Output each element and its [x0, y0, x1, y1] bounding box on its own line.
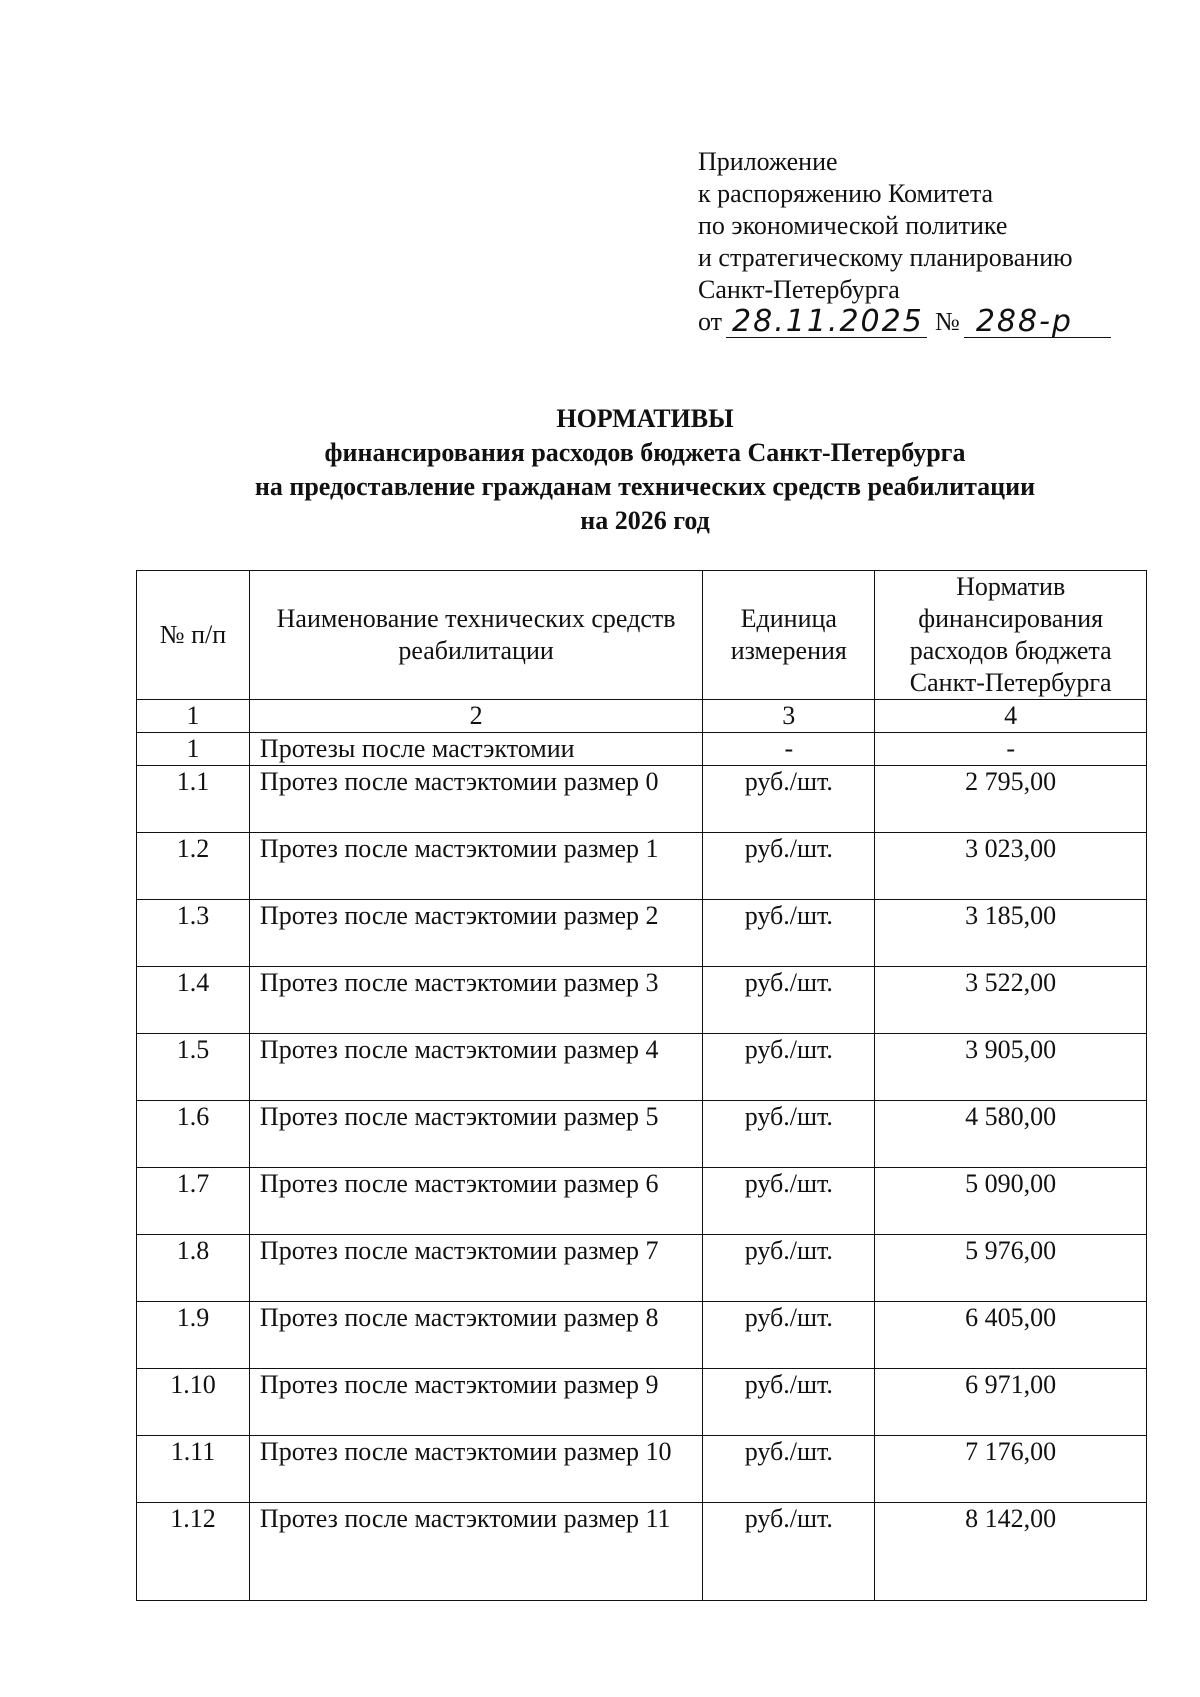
row-unit: руб./шт. — [703, 900, 875, 967]
row-name: Протез после мастэктомии размер 6 — [249, 1168, 702, 1235]
appendix-line: и стратегическому планированию — [698, 243, 1073, 272]
row-unit: руб./шт. — [703, 1101, 875, 1168]
date-prefix: от — [698, 307, 723, 336]
number-sign: № — [935, 307, 960, 336]
row-no: 1.9 — [137, 1302, 250, 1369]
title-line-1: НОРМАТИВЫ — [556, 404, 734, 433]
row-no: 1.6 — [137, 1101, 250, 1168]
handwritten-number: 288-р — [964, 307, 1111, 338]
row-unit: руб./шт. — [703, 1302, 875, 1369]
row-unit: руб./шт. — [703, 1436, 875, 1503]
row-unit: руб./шт. — [703, 1168, 875, 1235]
row-value: 3 023,00 — [875, 833, 1147, 900]
row-name: Протез после мастэктомии размер 11 — [249, 1503, 702, 1601]
row-unit: руб./шт. — [703, 1235, 875, 1302]
table-row — [137, 1235, 1147, 1302]
row-unit: руб./шт. — [703, 766, 875, 833]
column-number-row — [137, 700, 1147, 733]
table-row — [137, 766, 1147, 833]
table-row — [137, 1503, 1147, 1601]
group-no: 1 — [137, 733, 250, 766]
row-name: Протез после мастэктомии размер 10 — [249, 1436, 702, 1503]
table-row — [137, 967, 1147, 1034]
row-value: 4 580,00 — [875, 1101, 1147, 1168]
appendix-line: по экономической политике — [698, 211, 1008, 240]
row-no: 1.1 — [137, 766, 250, 833]
table-row — [137, 1436, 1147, 1503]
table-row — [137, 1302, 1147, 1369]
row-no: 1.11 — [137, 1436, 250, 1503]
document-title — [0, 402, 1200, 538]
row-name: Протез после мастэктомии размер 8 — [249, 1302, 702, 1369]
table-row — [137, 1168, 1147, 1235]
column-number: 3 — [703, 700, 875, 733]
row-value: 2 795,00 — [875, 766, 1147, 833]
row-no: 1.2 — [137, 833, 250, 900]
row-no: 1.8 — [137, 1235, 250, 1302]
row-name: Протез после мастэктомии размер 7 — [249, 1235, 702, 1302]
row-no: 1.4 — [137, 967, 250, 1034]
table-row — [137, 1369, 1147, 1436]
row-name: Протез после мастэктомии размер 4 — [249, 1034, 702, 1101]
row-name: Протез после мастэктомии размер 9 — [249, 1369, 702, 1436]
title-line-4: на 2026 год — [580, 506, 710, 535]
row-value: 5 976,00 — [875, 1235, 1147, 1302]
group-name: Протезы после мастэктомии — [249, 733, 702, 766]
row-value: 3 522,00 — [875, 967, 1147, 1034]
row-no: 1.7 — [137, 1168, 250, 1235]
row-no: 1.10 — [137, 1369, 250, 1436]
column-number: 2 — [249, 700, 702, 733]
row-unit: руб./шт. — [703, 967, 875, 1034]
appendix-line: к распоряжению Комитета — [698, 179, 994, 208]
header-no: № п/п — [137, 571, 250, 700]
norms-table — [136, 570, 1147, 1601]
row-value: 5 090,00 — [875, 1168, 1147, 1235]
row-value: 3 185,00 — [875, 900, 1147, 967]
appendix-line: Санкт-Петербурга — [698, 275, 900, 304]
appendix-block — [698, 146, 1111, 338]
row-no: 1.12 — [137, 1503, 250, 1601]
table-row — [137, 1034, 1147, 1101]
table-row — [137, 900, 1147, 967]
date-number-line — [698, 306, 1111, 338]
group-value: - — [875, 733, 1147, 766]
table-row — [137, 1101, 1147, 1168]
row-unit: руб./шт. — [703, 1034, 875, 1101]
row-value: 7 176,00 — [875, 1436, 1147, 1503]
group-row — [137, 733, 1147, 766]
row-unit: руб./шт. — [703, 1503, 875, 1601]
row-name: Протез после мастэктомии размер 2 — [249, 900, 702, 967]
column-number: 4 — [875, 700, 1147, 733]
row-no: 1.3 — [137, 900, 250, 967]
row-unit: руб./шт. — [703, 1369, 875, 1436]
group-unit: - — [703, 733, 875, 766]
header-value: Норматив финансирования расходов бюджета Санкт-Петербурга — [875, 571, 1147, 700]
row-no: 1.5 — [137, 1034, 250, 1101]
row-unit: руб./шт. — [703, 833, 875, 900]
header-unit: Единица измерения — [703, 571, 875, 700]
column-number: 1 — [137, 700, 250, 733]
row-name: Протез после мастэктомии размер 5 — [249, 1101, 702, 1168]
header-name: Наименование технических средств реабилитации — [249, 571, 702, 700]
row-name: Протез после мастэктомии размер 0 — [249, 766, 702, 833]
appendix-line: Приложение — [698, 147, 838, 176]
handwritten-date: 28.11.2025 — [726, 307, 927, 338]
row-value: 6 405,00 — [875, 1302, 1147, 1369]
row-value: 6 971,00 — [875, 1369, 1147, 1436]
table-row — [137, 833, 1147, 900]
row-value: 3 905,00 — [875, 1034, 1147, 1101]
table-header-row — [137, 571, 1147, 700]
row-value: 8 142,00 — [875, 1503, 1147, 1601]
row-name: Протез после мастэктомии размер 1 — [249, 833, 702, 900]
title-line-2: финансирования расходов бюджета Санкт-Петербурга — [324, 438, 966, 467]
row-name: Протез после мастэктомии размер 3 — [249, 967, 702, 1034]
title-line-3: на предоставление гражданам технических средств реабилитации — [254, 472, 1036, 501]
